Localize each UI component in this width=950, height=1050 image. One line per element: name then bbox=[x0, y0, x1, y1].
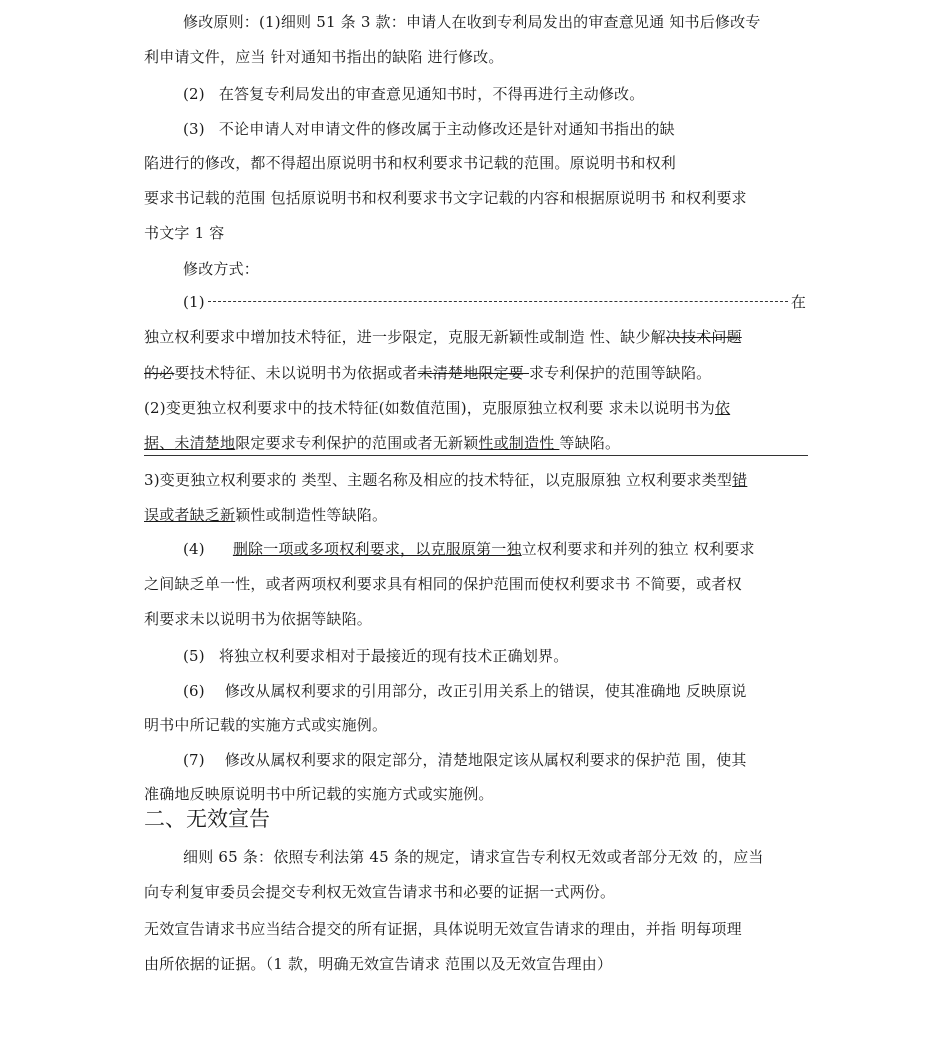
method-6-line-1 bbox=[183, 681, 747, 701]
underlined-text: 误或者缺乏新 bbox=[144, 506, 236, 524]
method-4-line-2: 之间缺乏单一性，或者两项权利要求具有相同的保护范围而使权利要求书 不简要，或者权 bbox=[144, 575, 742, 593]
method-2-line-1 bbox=[144, 398, 730, 418]
item-text: 修改从属权利要求的限定部分，清楚地限定该从属权利要求的保护范 围，使其 bbox=[224, 751, 747, 769]
rule-65-line-1: 细则 65 条：依照专利法第 45 条的规定，请求宣告专利权无效或者部分无效 的，应当 bbox=[183, 848, 764, 866]
underlined-text: 删除一项或多项权利要求，以克服原第一独 bbox=[232, 540, 522, 558]
text-segment: 要技术特征、未以说明书为依据或者 bbox=[174, 364, 418, 382]
request-line-1: 无效宣告请求书应当结合提交的所有证据，具体说明无效宣告请求的理由，并指 明每项理 bbox=[144, 920, 742, 938]
item-number: (2) bbox=[183, 85, 205, 103]
underlined-text: 据、未清楚地 bbox=[144, 434, 236, 452]
text-segment: 颖性或制造性等缺陷。 bbox=[235, 506, 388, 524]
struck-text: 决技术问题 bbox=[665, 328, 742, 346]
dashed-rule bbox=[208, 301, 788, 302]
rule-65-line-2: 向专利复审委员会提交专利权无效宣告请求书和必要的证据一式两份。 bbox=[144, 883, 616, 901]
horizontal-rule bbox=[144, 455, 808, 456]
methods-title: 修改方式： bbox=[183, 260, 260, 278]
item-number: (7) bbox=[183, 751, 205, 769]
principle-item-3-line-2: 陷进行的修改，都不得超出原说明书和权利要求书记载的范围。原说明书和权利 bbox=[144, 154, 677, 172]
method-1-line-1 bbox=[183, 292, 806, 312]
text-segment: 独立权利要求中增加技术特征，进一步限定，克服无新颖性或制造 性、缺少解 bbox=[144, 328, 666, 346]
item-number: (6) bbox=[183, 682, 205, 700]
text-segment: (2)变更独立权利要求中的技术特征(如数值范围)，克服原独立权利要 求未以说明书为 bbox=[144, 399, 715, 417]
method-3-line-1 bbox=[144, 470, 747, 490]
item-text: 将独立权利要求相对于最接近的现有技术正确划界。 bbox=[218, 647, 569, 665]
method-1-line-2 bbox=[144, 327, 742, 347]
principle-item-3-line-4: 书文字 1 容 bbox=[144, 224, 225, 242]
method-3-line-2 bbox=[144, 505, 387, 525]
struck-text: 的必 bbox=[144, 364, 175, 382]
method-2-line-2 bbox=[144, 433, 620, 453]
request-line-2: 由所依据的证据。（1 款，明确无效宣告请求 范围以及无效宣告理由） bbox=[144, 955, 613, 973]
principle-item-3-line-1 bbox=[183, 119, 675, 139]
text-segment: 限定要求专利保护的范围或者无新颖 bbox=[235, 434, 479, 452]
method-6-line-2: 明书中所记载的实施方式或实施例。 bbox=[144, 716, 388, 734]
principle-item-2 bbox=[183, 84, 644, 104]
principle-line-1: 修改原则：(1)细则 51 条 3 款：申请人在收到专利局发出的审查意见通 知书后修改专 bbox=[183, 13, 761, 31]
item-text: 不论申请人对申请文件的修改属于主动修改还是针对通知书指出的缺 bbox=[218, 120, 675, 138]
item-number: (4) bbox=[183, 540, 205, 558]
item-tail: 在 bbox=[790, 293, 807, 311]
text-segment: 3)变更独立权利要求的 类型、主题名称及相应的技术特征，以克服原独 立权利要求类型 bbox=[144, 471, 733, 489]
method-1-line-3 bbox=[144, 363, 711, 383]
item-text: 修改从属权利要求的引用部分，改正引用关系上的错误，使其准确地 反映原说 bbox=[224, 682, 747, 700]
underlined-text: 依 bbox=[714, 399, 731, 417]
item-number: (1) bbox=[183, 293, 205, 311]
item-number: (3) bbox=[183, 120, 205, 138]
principle-item-3-line-3: 要求书记载的范围 包括原说明书和权利要求书文字记载的内容和根据原说明书 和权利要求 bbox=[144, 189, 747, 207]
text-segment: 等缺陷。 bbox=[559, 434, 621, 452]
item-number: (5) bbox=[183, 647, 205, 665]
item-text: 在答复专利局发出的审查意见通知书时，不得再进行主动修改。 bbox=[218, 85, 645, 103]
underlined-text: 性或制造性 bbox=[478, 434, 560, 452]
method-5 bbox=[183, 646, 568, 666]
text-segment: 求专利保护的范围等缺陷。 bbox=[528, 364, 712, 382]
text-segment: 立权利要求和并列的独立 权利要求 bbox=[521, 540, 755, 558]
struck-text: 未清楚地限定要 bbox=[417, 364, 529, 382]
method-4-line-1 bbox=[183, 539, 755, 559]
underlined-text: 错 bbox=[732, 471, 748, 489]
section-2-heading: 二、无效宣告 bbox=[144, 807, 270, 831]
method-7-line-1 bbox=[183, 750, 747, 770]
method-4-line-3: 利要求未以说明书为依据等缺陷。 bbox=[144, 610, 373, 628]
method-7-line-2: 准确地反映原说明书中所记载的实施方式或实施例。 bbox=[144, 785, 494, 803]
principle-line-2: 利申请文件，应当 针对通知书指出的缺陷 进行修改。 bbox=[144, 48, 504, 66]
